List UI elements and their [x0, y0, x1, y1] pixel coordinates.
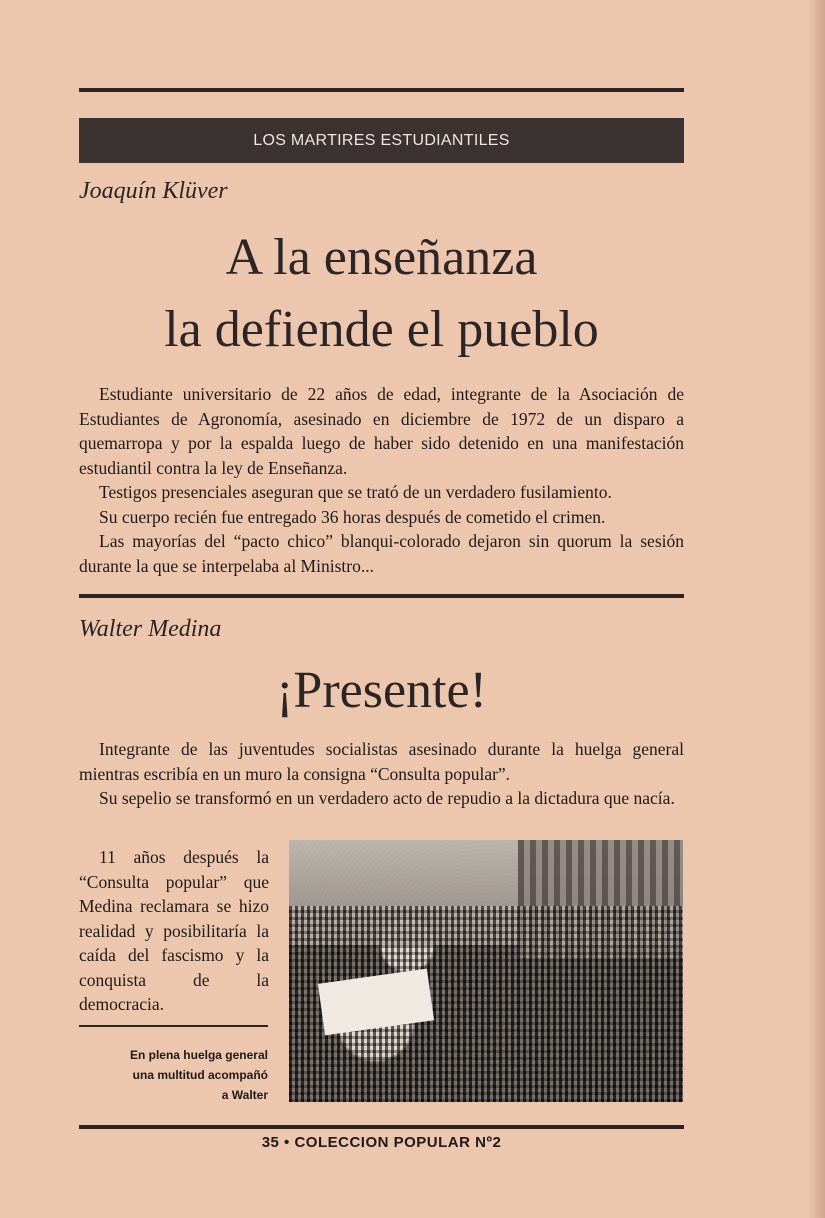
- article2-sidebar: [79, 845, 269, 1017]
- crowd-photo: [289, 840, 683, 1102]
- page-footer: 35 • COLECCION POPULAR Nº2: [261, 1134, 502, 1151]
- article2-paragraph: Integrante de las juventudes socialistas asesinado durante la huelga general mientras escribía en un muro la consigna “Consulta popular”.: [79, 739, 684, 784]
- article1-paragraph: Testigos presenciales aseguran que se trató de un verdadero fusilamiento.: [99, 482, 612, 502]
- article1-title-line2: la defiende el pueblo: [164, 301, 599, 358]
- article1-title: [79, 222, 684, 366]
- article1-paragraph: Estudiante universitario de 22 años de edad, integrante de la Asociación de Estudiantes de Agronomía, asesinado en diciembre de 1972 de un disparo a quemarropa y por la espalda luego de haber sido detenido en una manifestación estudiantil contra la ley de Enseñanza.: [79, 384, 684, 478]
- caption-line: a Walter: [221, 1088, 268, 1102]
- article2-body: [79, 737, 684, 811]
- section-banner-text: LOS MARTIRES ESTUDIANTILES: [253, 131, 510, 149]
- article1-author: Joaquín Klüver: [79, 178, 228, 204]
- page-edge-shadow: [807, 0, 825, 1218]
- article1-paragraph: Las mayorías del “pacto chico” blanqui-colorado dejaron sin quorum la sesión durante la que se interpelaba al Ministro...: [79, 531, 684, 576]
- article1-paragraph: Su cuerpo recién fue entregado 36 horas después de cometido el crimen.: [99, 506, 606, 527]
- top-rule: [79, 88, 684, 92]
- article2-paragraph: Su sepelio se transformó en un verdadero acto de repudio a la dictadura que nacía.: [99, 788, 675, 808]
- photo-caption: [79, 1045, 268, 1105]
- article2-sidebar-text: 11 años después la “Consulta popular” que Medina reclamara se hizo realidad y posibilitaría la caída del fascismo y la conquista de la democracia.: [79, 847, 269, 1014]
- caption-line: En plena huelga general: [129, 1048, 268, 1062]
- article1-title-line1: A la enseñanza: [225, 229, 538, 286]
- article2-author: Walter Medina: [79, 616, 222, 642]
- middle-rule: [79, 594, 684, 598]
- bottom-rule: [79, 1125, 684, 1129]
- section-banner: [79, 118, 684, 163]
- caption-rule: [79, 1025, 268, 1027]
- article1-body: [79, 382, 684, 578]
- caption-line: una multitud acompañó: [132, 1068, 268, 1082]
- article2-title: ¡Presente!: [276, 662, 487, 719]
